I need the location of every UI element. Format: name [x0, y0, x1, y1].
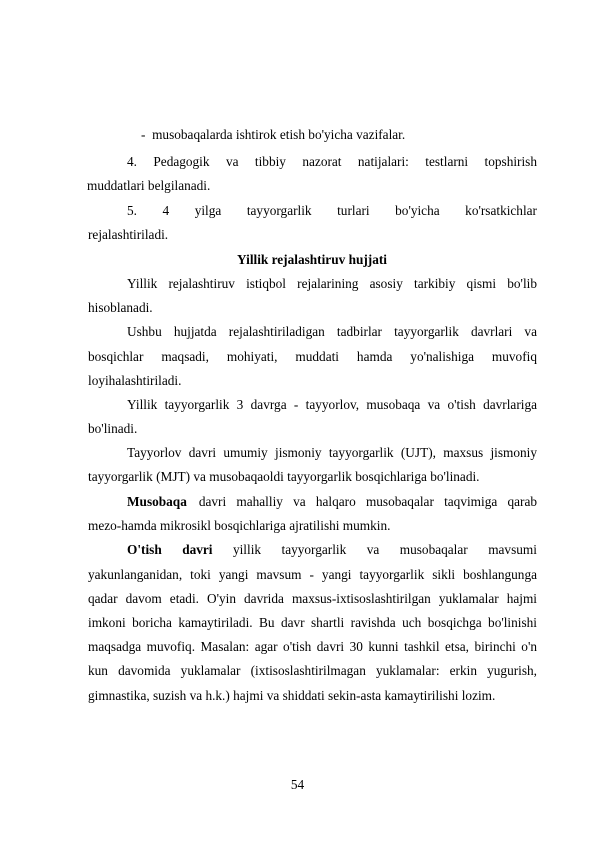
paragraph-2-word: maqsadi,	[161, 349, 209, 364]
paragraph-2-word: yo'nalishiga	[410, 349, 474, 364]
paragraph-6-word: yillik	[232, 542, 262, 557]
item-5-word: 5.	[127, 203, 137, 218]
paragraph-1-line-1: Yillik rejalashtiruv istiqbol rejalarining asosiy tarkibiy qismi bo'lib	[127, 276, 537, 291]
paragraph-2-word: muvofiq	[491, 349, 537, 364]
bullet-text: musobaqalarda ishtirok etish bo'yicha vazifalar.	[152, 127, 406, 142]
paragraph-6-word: musobaqalar	[399, 542, 468, 557]
page-number: 54	[290, 777, 305, 792]
paragraph-6-word: tayyorgarlik	[281, 542, 347, 557]
item-5-line-1	[127, 203, 537, 219]
item-5-word: turlari	[337, 203, 370, 218]
paragraph-6-bold-word: O'tish	[127, 542, 162, 557]
paragraph-2-line-1: Ushbu hujjatda rejalashtiriladigan tadbirlar tayyorgarlik davrlari va	[127, 324, 537, 339]
bullet-item	[141, 127, 405, 143]
paragraph-3-line-2: bo'linadi.	[88, 421, 138, 436]
paragraph-2-line-3: loyihalashtiriladi.	[88, 373, 182, 388]
paragraph-6-word: va	[366, 542, 380, 557]
paragraph-3-line-1: Yillik tayyorgarlik 3 davrga - tayyorlov, musobaqa va o'tish davrlariga	[127, 397, 537, 412]
paragraph-6-line-2: yakunlanganidan, toki yangi mavsum - yangi tayyorgarlik sikli boshlangunga	[88, 567, 537, 582]
paragraph-6-word: mavsumi	[488, 542, 537, 557]
item-5-word: tayyorgarlik	[246, 203, 312, 218]
paragraph-6-line-4: imkoni boricha kamaytiriladi. Bu davr shartli ravishda uch bosqichga bo'linishi	[88, 615, 537, 630]
paragraph-6-line-7: gimnastika, suzish va h.k.) hajmi va shiddati sekin-asta kamaytirilishi lozim.	[88, 688, 496, 703]
paragraph-2-word: muddati	[295, 349, 339, 364]
paragraph-2-word: hamda	[356, 349, 393, 364]
paragraph-6-bold-word: davri	[182, 542, 213, 557]
item-4-line-2: muddatlari belgilanadi.	[87, 178, 211, 193]
paragraph-6-line-5: maqsadga muvofiq. Masalan: agar o'tish davri 30 kunni tashkil etsa, birinchi o'n	[88, 639, 537, 654]
bullet-dash: -	[141, 127, 146, 142]
paragraph-5-line-2: mezo-hamda mikrosikl bosqichlariga ajratilishi mumkin.	[88, 518, 391, 533]
paragraph-5-line-1-rest: davri mahalliy va halqaro musobaqalar taqvimiga qarab	[198, 494, 537, 509]
section-title: Yillik rejalashtiruv hujjati	[237, 252, 387, 267]
paragraph-6-line-6: kun davomida yuklamalar (ixtisoslashtirilmagan yuklamalar: erkin yugurish,	[88, 663, 537, 678]
paragraph-5-bold-term: Musobaqa	[127, 494, 187, 509]
item-5-word: bo'yicha	[395, 203, 440, 218]
paragraph-4-line-2: tayyorgarlik (MJT) va musobaqaoldi tayyorgarlik bosqichlariga bo'linadi.	[88, 469, 480, 484]
paragraph-6-line-3: qadar davom etadi. O'yin davrida maxsus-ixtisoslashtirilgan yuklamalar hajmi	[88, 591, 537, 606]
paragraph-2-line-2	[88, 349, 537, 365]
paragraph-2-word: bosqichlar	[88, 349, 144, 364]
paragraph-1-line-2: hisoblanadi.	[88, 300, 153, 315]
item-5-word: 4	[162, 203, 170, 218]
paragraph-5-line-1	[127, 494, 537, 510]
item-5-word: yilga	[194, 203, 222, 218]
paragraph-6-line-1	[127, 542, 537, 558]
paragraph-2-word: mohiyati,	[226, 349, 278, 364]
paragraph-4-line-1: Tayyorlov davri umumiy jismoniy tayyorgarlik (UJT), maxsus jismoniy	[127, 445, 537, 460]
item-4-line-1: 4. Pedagogik va tibbiy nazorat natijalari: testlarni topshirish	[127, 154, 537, 169]
item-5-line-2: rejalashtiriladi.	[88, 227, 169, 242]
item-5-word: ko'rsatkichlar	[465, 203, 537, 218]
